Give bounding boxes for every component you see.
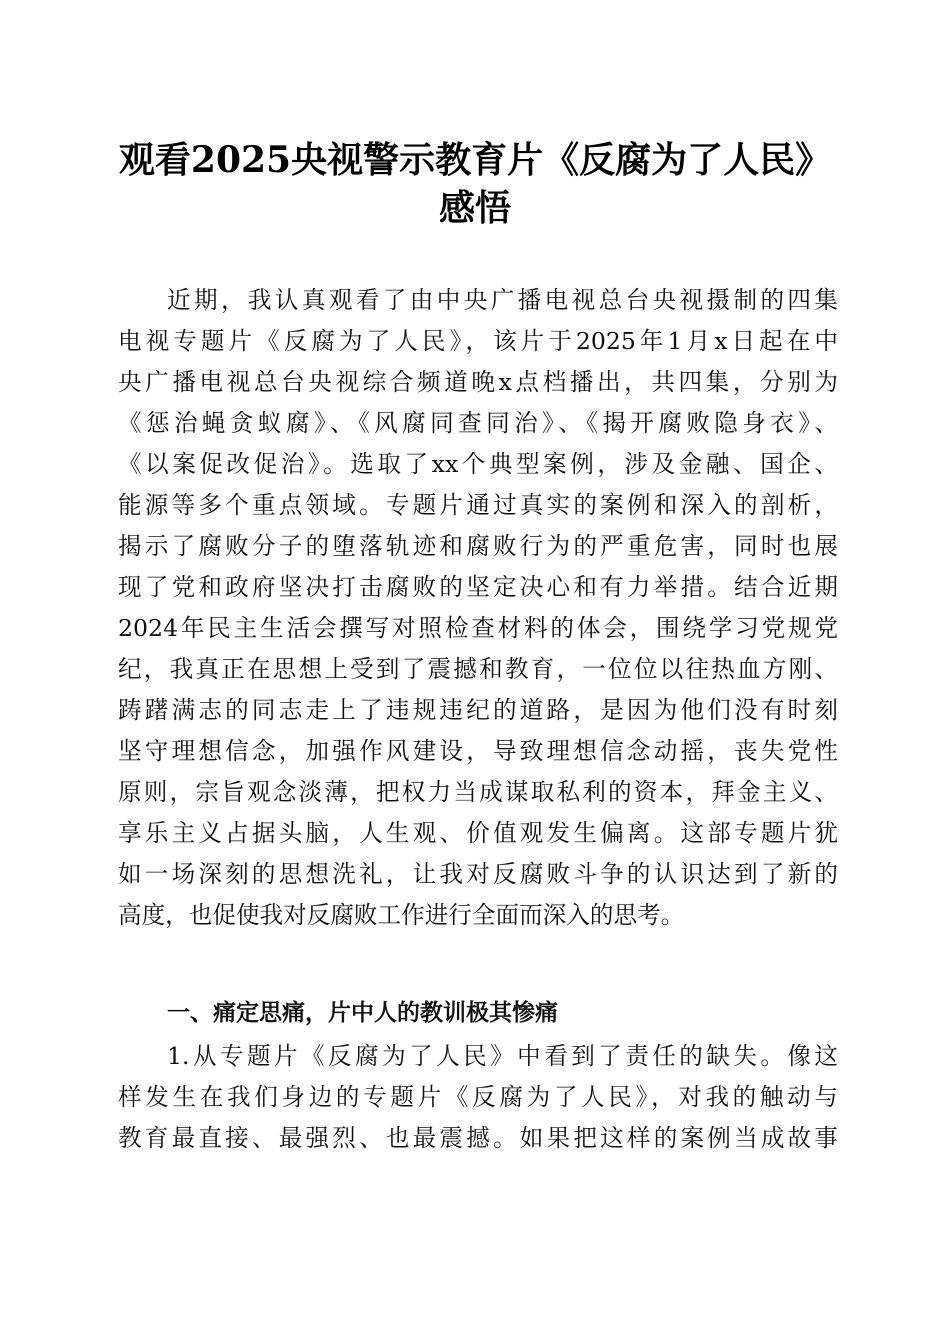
paragraph-line: 样发生在我们身边的专题片《反腐为了人民》，对我的触动与 [118, 1083, 838, 1111]
paragraph-line: 电视专题片《反腐为了人民》，该片于2025年1月x日起在中 [118, 327, 838, 355]
paragraph-line: 享乐主义占据头脑，人生观、价值观发生偏离。这部专题片犹 [118, 819, 838, 847]
paragraph-line: 能源等多个重点领域。专题片通过真实的案例和深入的剖析， [118, 491, 838, 519]
paragraph-line: 踌躇满志的同志走上了违规违纪的道路，是因为他们没有时刻 [118, 696, 838, 724]
paragraph-line: 《以案促改促治》。选取了xx个典型案例，涉及金融、国企、 [118, 450, 838, 478]
paragraph-line: 教育最直接、最强烈、也最震撼。如果把这样的案例当成故事 [118, 1124, 838, 1152]
paragraph-line: 近期，我认真观看了由中央广播电视总台央视摄制的四集 [167, 286, 838, 314]
paragraph-line: 坚守理想信念，加强作风建设，导致理想信念动摇，丧失党性 [118, 737, 838, 765]
paragraph-line: 揭示了腐败分子的堕落轨迹和腐败行为的严重危害，同时也展 [118, 532, 838, 560]
paragraph-line: 1.从专题片《反腐为了人民》中看到了责任的缺失。像这 [167, 1042, 838, 1070]
paragraph-line: 纪，我真正在思想上受到了震撼和教育，一位位以往热血方刚、 [118, 655, 838, 683]
paragraph-line: 如一场深刻的思想洗礼，让我对反腐败斗争的认识达到了新的 [118, 860, 838, 888]
document-title-line-2: 感悟 [438, 187, 511, 229]
section-heading: 一、痛定思痛，片中人的教训极其惨痛 [167, 1000, 558, 1026]
paragraph-line: 高度，也促使我对反腐败工作进行全面而深入的思考。 [118, 901, 685, 929]
paragraph-line: 2024年民主生活会撰写对照检查材料的体会，围绕学习党规党 [118, 614, 838, 642]
paragraph-line: 现了党和政府坚决打击腐败的坚定决心和有力举措。结合近期 [118, 573, 838, 601]
paragraph-line: 《惩治蝇贪蚁腐》、《风腐同查同治》、《揭开腐败隐身衣》、 [118, 409, 838, 437]
paragraph-line: 央广播电视总台央视综合频道晚x点档播出，共四集，分别为 [118, 368, 838, 396]
document-title-line-1: 观看2025央视警示教育片《反腐为了人民》 [118, 139, 832, 181]
paragraph-line: 原则，宗旨观念淡薄，把权力当成谋取私利的资本，拜金主义、 [118, 778, 838, 806]
